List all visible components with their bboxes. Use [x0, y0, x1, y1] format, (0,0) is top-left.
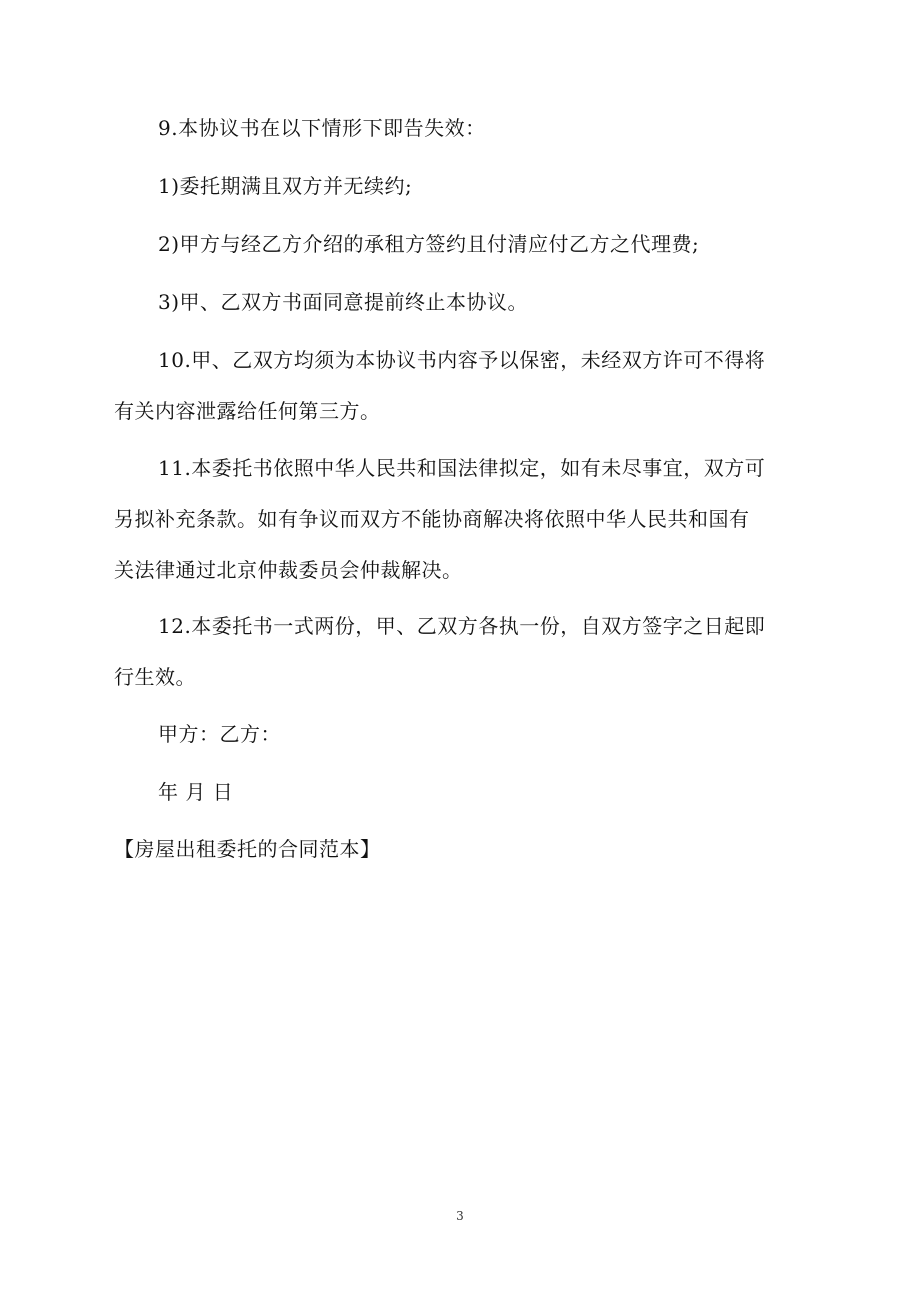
clause-11-line-1: 11.本委托书依照中华人民共和国法律拟定，如有未尽事宜，双方可	[158, 456, 766, 480]
clause-11-line-2: 另拟补充条款。如有争议而双方不能协商解决将依照中华人民共和国有	[114, 507, 750, 531]
clause-9-heading: 9.本协议书在以下情形下即告失效：	[158, 116, 486, 140]
clause-9-item-2: 2)甲方与经乙方介绍的承租方签约且付清应付乙方之代理费;	[158, 232, 700, 256]
clause-12-line-1: 12.本委托书一式两份，甲、乙双方各执一份，自双方签字之日起即	[158, 614, 766, 638]
clause-10-line-1: 10.甲、乙双方均须为本协议书内容予以保密，未经双方许可不得将	[158, 348, 766, 372]
clause-10-line-2: 有关内容泄露给任何第三方。	[114, 399, 381, 423]
signature-parties: 甲方：乙方：	[158, 722, 281, 746]
clause-9-item-3: 3)甲、乙双方书面同意提前终止本协议。	[158, 290, 529, 314]
section-title: 【房屋出租委托的合同范本】	[114, 837, 381, 861]
clause-12-line-2: 行生效。	[114, 665, 196, 689]
clause-9-item-1: 1)委托期满且双方并无续约;	[158, 174, 413, 198]
signature-date: 年 月 日	[158, 780, 234, 804]
page-number: 3	[456, 1209, 464, 1223]
clause-11-line-3: 关法律通过北京仲裁委员会仲裁解决。	[114, 558, 463, 582]
